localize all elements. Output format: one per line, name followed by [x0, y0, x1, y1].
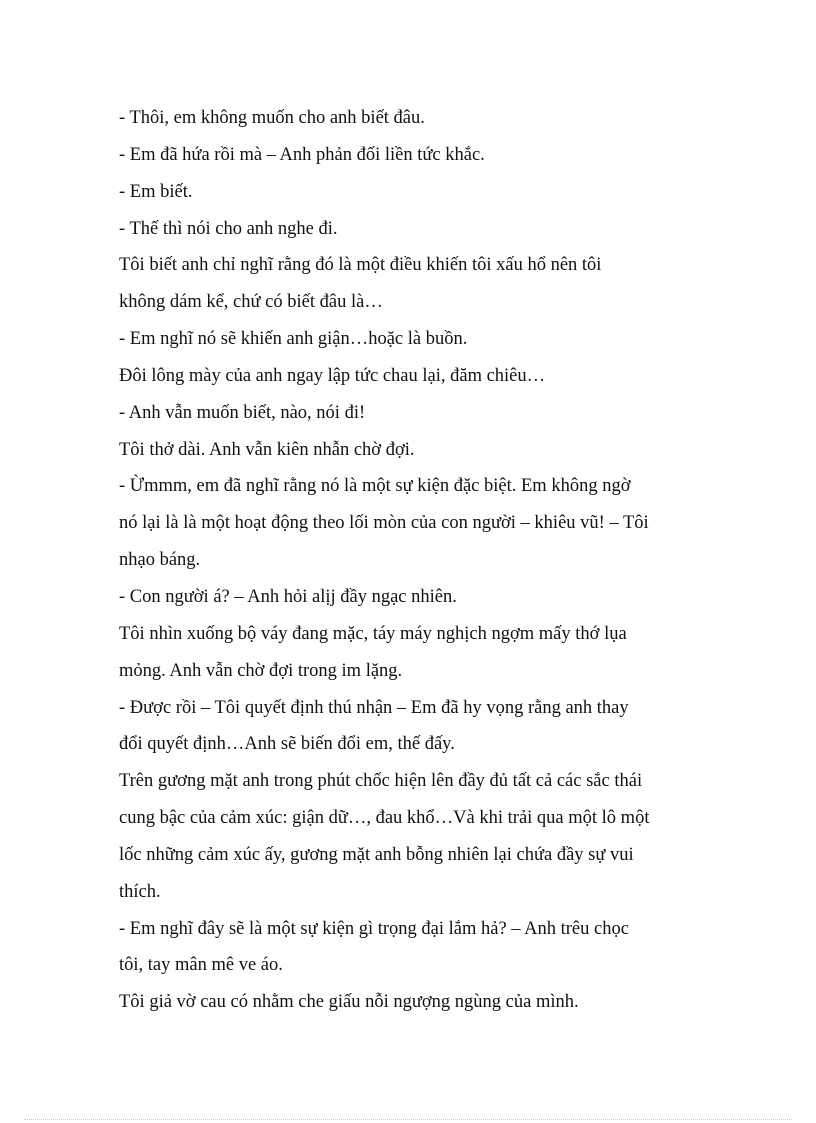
- text-line: - Thôi, em không muốn cho anh biết đâu.: [119, 108, 425, 128]
- text-line: - Em đã hứa rồi mà – Anh phản đối liền tức khắc.: [119, 144, 485, 165]
- text-line: - Con người á? – Anh hỏi alịj đầy ngạc nhiên.: [119, 586, 457, 607]
- text-line: Tôi biết anh chỉ nghĩ rằng đó là một điều khiến tôi xấu hổ nên tôi: [119, 255, 602, 276]
- text-line: đổi quyết định…Anh sẽ biến đổi em, thế đấy.: [119, 734, 455, 755]
- text-line: Tôi giả vờ cau có nhằm che giấu nỗi ngượng ngùng của mình.: [119, 992, 579, 1013]
- text-line: - Thế thì nói cho anh nghe đi.: [119, 218, 338, 239]
- page-bottom-divider: [24, 1119, 792, 1120]
- text-line: tôi, tay mân mê ve áo.: [119, 955, 283, 976]
- text-line: - Anh vẫn muốn biết, nào, nói đi!: [119, 402, 366, 423]
- text-line: - Được rồi – Tôi quyết định thú nhận – Em đã hy vọng rằng anh thay: [119, 697, 629, 718]
- text-line: mỏng. Anh vẫn chờ đợi trong im lặng.: [119, 660, 403, 681]
- text-line: Tôi thở dài. Anh vẫn kiên nhẫn chờ đợi.: [119, 439, 415, 460]
- text-line: - Ừmmm, em đã nghĩ rằng nó là một sự kiện đặc biệt. Em không ngờ: [119, 476, 631, 497]
- text-line: nó lại là là một hoạt động theo lối mòn của con người – khiêu vũ! – Tôi: [119, 513, 649, 534]
- text-line: lốc những cảm xúc ấy, gương mặt anh bỗng nhiên lại chứa đầy sự vui: [119, 844, 634, 865]
- text-line: Trên gương mặt anh trong phút chốc hiện lên đầy đủ tất cả các sắc thái: [119, 771, 643, 792]
- story-text: [119, 100, 719, 1021]
- text-line: cung bậc của cảm xúc: giận dữ…, đau khổ…Và khi trải qua một lô một: [119, 808, 650, 829]
- text-line: nhạo báng.: [119, 550, 201, 571]
- text-line: thích.: [119, 881, 161, 902]
- text-line: - Em nghĩ nó sẽ khiến anh giận…hoặc là buồn.: [119, 329, 468, 350]
- text-line: - Em nghĩ đây sẽ là một sự kiện gì trọng đại lắm hả? – Anh trêu chọc: [119, 918, 629, 939]
- text-line: - Em biết.: [119, 181, 193, 202]
- text-line: không dám kể, chứ có biết đâu là…: [119, 292, 383, 313]
- text-line: Đôi lông mày của anh ngay lập tức chau lại, đăm chiêu…: [119, 365, 546, 386]
- text-line: Tôi nhìn xuống bộ váy đang mặc, táy máy nghịch ngợm mấy thớ lụa: [119, 623, 627, 644]
